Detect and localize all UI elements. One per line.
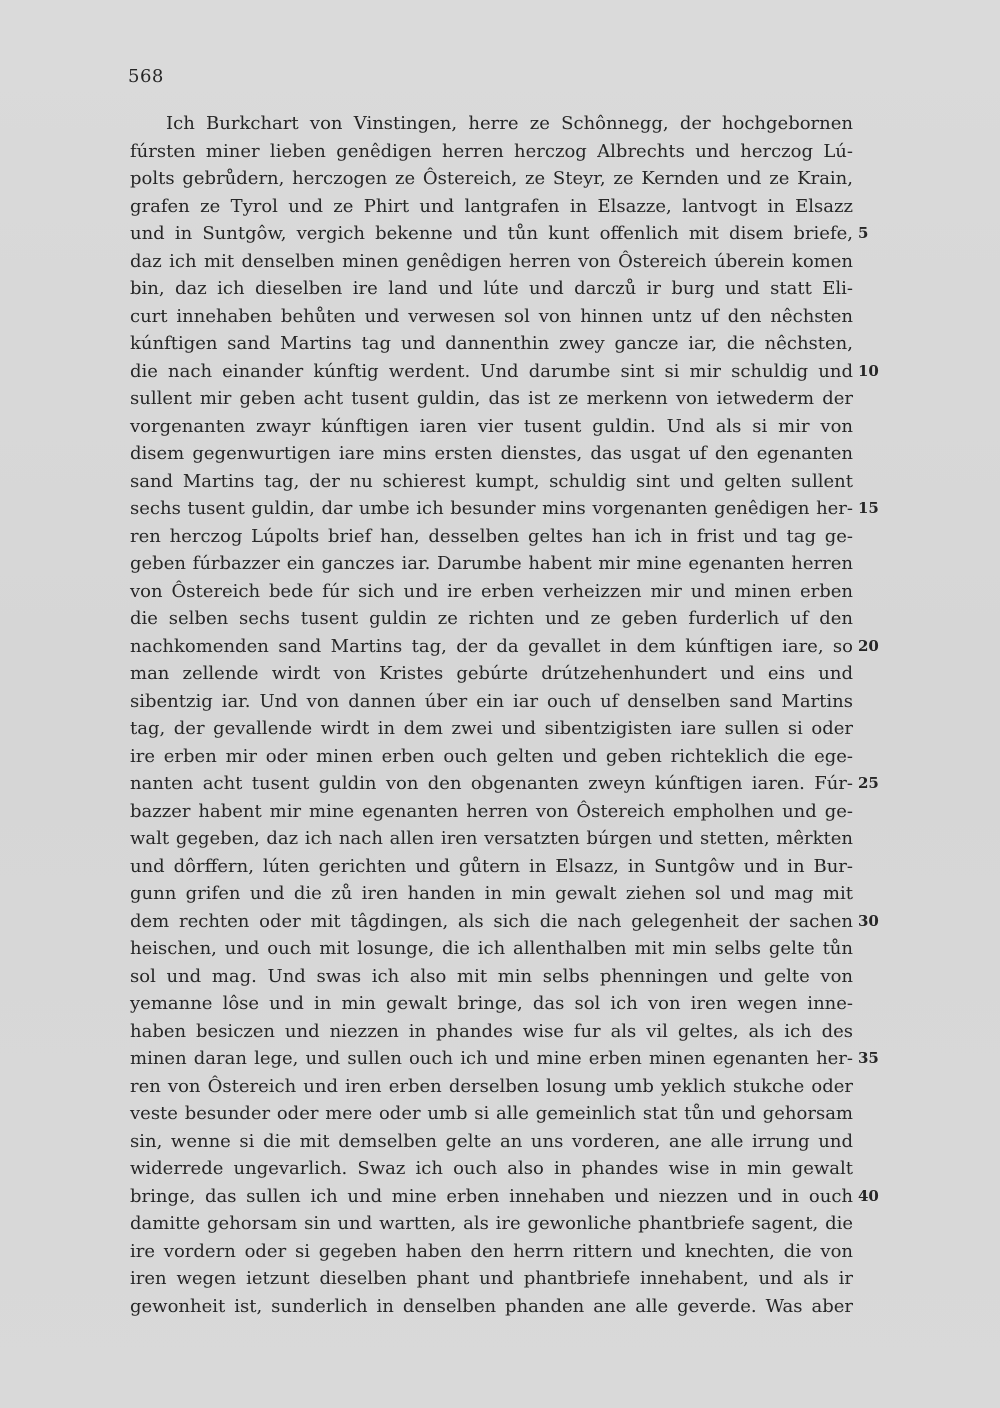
text-line <box>130 1238 853 1266</box>
text-line-content: damitte gehorsam sin und wartten, als ire gewonliche phantbriefe sagent, die <box>130 1213 853 1234</box>
page-number: 568 <box>128 66 164 87</box>
line-number: 15 <box>858 499 879 517</box>
text-line-content: sin, wenne si die mit demselben gelte an uns vorderen, ane alle irrung und <box>130 1130 853 1152</box>
text-line-content: haben besiczen und niezzen in phandes wise fur als vil geltes, als ich des <box>130 1020 853 1042</box>
text-line <box>130 385 853 413</box>
text-line <box>130 523 853 551</box>
text-line-content: ren herczog Lúpolts brief han, desselben geltes han ich in frist und tag ge- <box>130 525 853 547</box>
text-line <box>130 660 853 688</box>
text-line-content: curt innehaben behůten und verwesen sol von hinnen untz uf den nêchsten <box>130 305 853 327</box>
text-line <box>130 1210 853 1238</box>
text-line-content: die selben sechs tusent guldin ze richten und ze geben furderlich uf den <box>130 608 853 629</box>
text-line <box>130 495 879 523</box>
text-line <box>130 798 853 826</box>
text-line <box>130 413 853 441</box>
line-number: 25 <box>858 774 879 792</box>
text-line-content: und in Suntgôw, vergich bekenne und tůn kunt offenlich mit disem briefe, <box>130 223 853 244</box>
text-line-content: von Ôstereich bede fúr sich und ire erben verheizzen mir und minen erben <box>130 580 853 602</box>
text-line <box>130 468 853 496</box>
text-line-content: yemanne lôse und in min gewalt bringe, das sol ich von iren wegen inne- <box>130 993 853 1014</box>
text-line-content: bazzer habent mir mine egenanten herren von Ôstereich empholhen und ge- <box>130 800 853 822</box>
text-line-content: bringe, das sullen ich und mine erben innehaben und niezzen und in ouch <box>130 1185 853 1207</box>
line-number: 40 <box>858 1186 879 1205</box>
text-line-content: die nach einander kúnftig werdent. Und darumbe sint si mir schuldig und <box>130 360 853 382</box>
text-line-content: nanten acht tusent guldin von den obgenanten zweyn kúnftigen iaren. Fúr- <box>130 773 853 794</box>
line-number: 35 <box>858 1049 879 1067</box>
text-line-content: gewonheit ist, sunderlich in denselben phanden ane alle geverde. Was aber <box>130 1295 853 1317</box>
line-number: 10 <box>858 361 879 380</box>
text-line <box>130 715 853 743</box>
text-line <box>130 248 853 276</box>
line-number: 5 <box>858 224 869 242</box>
text-line <box>130 303 853 331</box>
text-line <box>130 908 879 936</box>
text-line-content: sand Martins tag, der nu schierest kumpt, schuldig sint und gelten sullent <box>130 470 853 492</box>
text-line <box>130 1128 853 1156</box>
text-line <box>130 880 853 908</box>
text-line-content: man zellende wirdt von Kristes gebúrte drútzehenhundert und eins und <box>130 663 853 684</box>
text-line-content: und dôrffern, lúten gerichten und gůtern in Elsazz, in Suntgôw und in Bur- <box>130 855 853 877</box>
line-number: 30 <box>858 911 879 930</box>
text-line-content: ire erben mir oder minen erben ouch gelten und geben richteklich die ege- <box>130 745 853 767</box>
text-line <box>130 1293 853 1321</box>
text-line <box>130 770 879 798</box>
text-line <box>130 1155 853 1183</box>
text-line-content: ire vordern oder si gegeben haben den herrn rittern und knechten, die von <box>130 1240 853 1262</box>
text-line-content: heischen, und ouch mit losunge, die ich allenthalben mit min selbs gelte tůn <box>130 938 853 959</box>
text-line <box>130 633 879 661</box>
text-line-content: daz ich mit denselben minen genêdigen herren von Ôstereich úberein komen <box>130 250 853 272</box>
text-line <box>130 220 869 248</box>
text-line-content: vorgenanten zwayr kúnftigen iaren vier tusent guldin. Und als si mir von <box>130 415 853 437</box>
text-line <box>130 1018 853 1046</box>
text-line-content: widerrede ungevarlich. Swaz ich ouch also in phandes wise in min gewalt <box>130 1158 853 1179</box>
text-line-content: iren wegen ietzunt dieselben phant und phantbriefe innehabent, und als ir <box>130 1268 853 1289</box>
text-line <box>130 1073 853 1101</box>
text-line-content: disem gegenwurtigen iare mins ersten dienstes, das usgat uf den egenanten <box>130 443 853 464</box>
text-line <box>130 193 853 221</box>
text-line-content: sullent mir geben acht tusent guldin, das ist ze merkenn von ietwederm der <box>130 388 853 409</box>
text-line-content: gunn grifen und die zů iren handen in min gewalt ziehen sol und mag mit <box>130 883 853 904</box>
text-line <box>130 275 853 303</box>
document-body <box>130 110 879 1320</box>
text-line-content: sechs tusent guldin, dar umbe ich besunder mins vorgenanten genêdigen her- <box>130 498 853 519</box>
text-line <box>130 358 879 386</box>
text-line-content: geben fúrbazzer ein ganczes iar. Darumbe habent mir mine egenanten herren <box>130 553 853 574</box>
text-line <box>130 1265 853 1293</box>
text-line-content: bin, daz ich dieselben ire land und lúte und darczů ir burg und statt Eli- <box>130 278 853 299</box>
text-line <box>130 440 853 468</box>
line-number: 20 <box>858 636 879 655</box>
text-line-content: nachkomenden sand Martins tag, der da gevallet in dem kúnftigen iare, so <box>130 635 853 657</box>
text-line-content: walt gegeben, daz ich nach allen iren versatzten búrgen und stetten, mêrkten <box>130 828 853 849</box>
text-line <box>130 1045 879 1073</box>
text-line <box>130 110 853 138</box>
text-line-content: ren von Ôstereich und iren erben derselben losung umb yeklich stukche oder <box>130 1075 853 1097</box>
text-line <box>130 138 853 166</box>
text-line <box>130 935 853 963</box>
text-line <box>130 1183 879 1211</box>
text-line-content: minen daran lege, und sullen ouch ich und mine erben minen egenanten her- <box>130 1048 853 1069</box>
text-line <box>130 743 853 771</box>
text-line <box>130 688 853 716</box>
text-line <box>130 165 853 193</box>
text-line-content: tag, der gevallende wirdt in dem zwei und sibentzigisten iare sullen si oder <box>130 718 853 739</box>
text-line-content: sol und mag. Und swas ich also mit min selbs phenningen und gelte von <box>130 965 853 987</box>
text-line <box>130 990 853 1018</box>
text-line <box>130 825 853 853</box>
text-line-content: kúnftigen sand Martins tag und dannenthin zwey gancze iar, die nêchsten, <box>130 333 853 354</box>
text-line <box>130 605 853 633</box>
text-line <box>130 578 853 606</box>
text-line-content: grafen ze Tyrol und ze Phirt und lantgrafen in Elsazze, lantvogt in Elsazz <box>130 195 853 217</box>
text-line-content: sibentzig iar. Und von dannen úber ein iar ouch uf denselben sand Martins <box>130 690 853 712</box>
text-line <box>130 550 853 578</box>
text-line <box>130 330 853 358</box>
text-line-content: veste besunder oder mere oder umb si alle gemeinlich stat tůn und gehorsam <box>130 1103 853 1124</box>
text-line-content: Ich Burkchart von Vinstingen, herre ze Schônnegg, der hochgebornen <box>166 113 853 134</box>
text-line <box>130 853 853 881</box>
text-line-content: fúrsten miner lieben genêdigen herren herczog Albrechts und herczog Lú- <box>130 140 853 162</box>
text-line-content: dem rechten oder mit tâgdingen, als sich die nach gelegenheit der sachen <box>130 910 853 932</box>
text-line <box>130 1100 853 1128</box>
text-line <box>130 963 853 991</box>
text-line-content: polts gebrůdern, herczogen ze Ôstereich, ze Steyr, ze Kernden und ze Krain, <box>130 168 853 189</box>
